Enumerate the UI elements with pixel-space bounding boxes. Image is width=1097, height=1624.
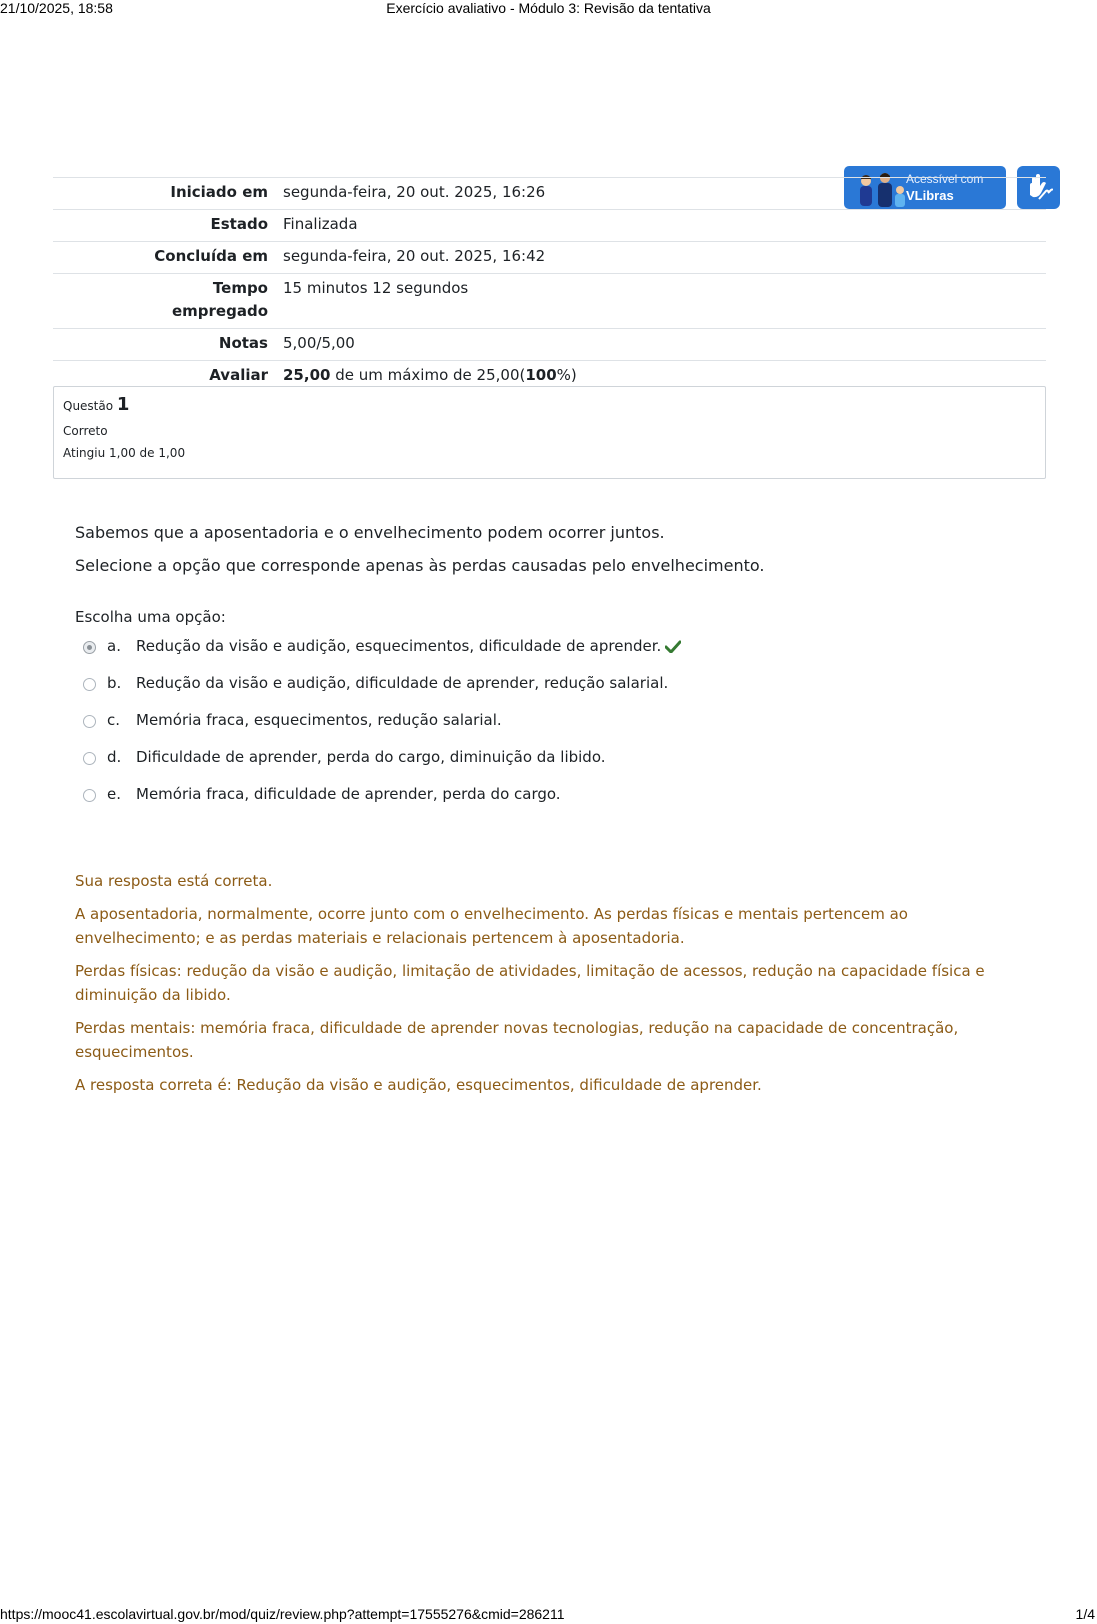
option-text: Redução da visão e audição, esquecimentos, dificuldade de aprender. — [136, 637, 662, 655]
question-text — [75, 522, 764, 588]
grade-score: 25,00 — [283, 366, 331, 384]
answer-feedback — [75, 869, 1020, 1106]
time-label: Tempo empregado — [171, 279, 268, 320]
started-label: Iniciado em — [170, 183, 268, 201]
question-text-1: Sabemos que a aposentadoria e o envelhecimento podem ocorrer juntos. — [75, 523, 665, 542]
question-state: Correto — [63, 424, 108, 438]
radio-option-c[interactable] — [83, 715, 96, 728]
grade-middle: de um máximo de 25,00( — [330, 366, 526, 384]
completed-value: segunda-feira, 20 out. 2025, 16:42 — [283, 247, 546, 265]
answer-prompt: Escolha uma opção: — [75, 608, 226, 626]
option-text: Redução da visão e audição, dificuldade de aprender, redução salarial. — [136, 674, 669, 692]
summary-row-marks — [53, 329, 1046, 361]
feedback-explanation: A aposentadoria, normalmente, ocorre junto com o envelhecimento. As perdas físicas e mentais pertencem ao envelhecimento; e as perdas materiais e relacionais pertencem à aposentadoria. — [75, 905, 908, 947]
option-letter: c. — [107, 711, 121, 729]
print-header — [0, 0, 1097, 16]
summary-row-completed — [53, 242, 1046, 274]
print-footer — [0, 1606, 1097, 1622]
grade-label: Avaliar — [209, 366, 268, 384]
feedback-correct-answer: A resposta correta é: Redução da visão e audição, esquecimentos, dificuldade de aprender. — [75, 1076, 762, 1094]
feedback-physical-losses: Perdas físicas: redução da visão e audição, limitação de atividades, limitação de acessos, redução na capacidade física e diminuição da libido. — [75, 962, 985, 1004]
correct-check-icon — [665, 640, 681, 653]
grade-end: %) — [556, 366, 577, 384]
marks-label: Notas — [218, 334, 268, 352]
option-text: Memória fraca, esquecimentos, redução salarial. — [136, 711, 502, 729]
feedback-status: Sua resposta está correta. — [75, 872, 273, 890]
state-value: Finalizada — [283, 215, 358, 233]
completed-label: Concluída em — [154, 247, 268, 265]
question-info-box — [53, 386, 1046, 479]
print-page-number: 1/4 — [1075, 1606, 1095, 1622]
option-text: Dificuldade de aprender, perda do cargo, diminuição da libido. — [136, 748, 606, 766]
time-value: 15 minutos 12 segundos — [283, 279, 469, 297]
summary-row-state — [53, 210, 1046, 242]
summary-row-started — [53, 178, 1046, 210]
grade-percent: 100 — [525, 366, 557, 384]
option-letter: d. — [107, 748, 122, 766]
question-label: Questão — [63, 399, 114, 413]
vlibras-label-2: VLibras — [906, 188, 954, 203]
radio-option-d[interactable] — [83, 752, 96, 765]
feedback-mental-losses: Perdas mentais: memória fraca, dificuldade de aprender novas tecnologias, redução na capacidade de concentração, esquecimentos. — [75, 1019, 959, 1061]
option-text-wrap — [136, 637, 681, 655]
radio-option-a[interactable] — [83, 641, 96, 654]
attempt-summary-table — [53, 177, 1046, 392]
option-text: Memória fraca, dificuldade de aprender, perda do cargo. — [136, 785, 561, 803]
print-datetime: 21/10/2025, 18:58 — [0, 0, 113, 16]
option-letter: a. — [107, 637, 121, 655]
started-value: segunda-feira, 20 out. 2025, 16:26 — [283, 183, 546, 201]
vlibras-label-1: Acessível com — [906, 172, 984, 186]
option-letter: e. — [107, 785, 121, 803]
question-mark: Atingiu 1,00 de 1,00 — [63, 446, 186, 460]
radio-option-e[interactable] — [83, 789, 96, 802]
radio-option-b[interactable] — [83, 678, 96, 691]
summary-row-time — [53, 274, 1046, 329]
question-text-2: Selecione a opção que corresponde apenas às perdas causadas pelo envelhecimento. — [75, 556, 765, 575]
print-page-title: Exercício avaliativo - Módulo 3: Revisão da tentativa — [386, 0, 711, 16]
state-label: Estado — [210, 215, 268, 233]
question-number-value: 1 — [116, 394, 130, 415]
option-letter: b. — [107, 674, 122, 692]
question-number — [63, 395, 1036, 416]
marks-value: 5,00/5,00 — [283, 334, 355, 352]
print-url: https://mooc41.escolavirtual.gov.br/mod/quiz/review.php?attempt=17555276&cmid=286211 — [0, 1606, 565, 1622]
